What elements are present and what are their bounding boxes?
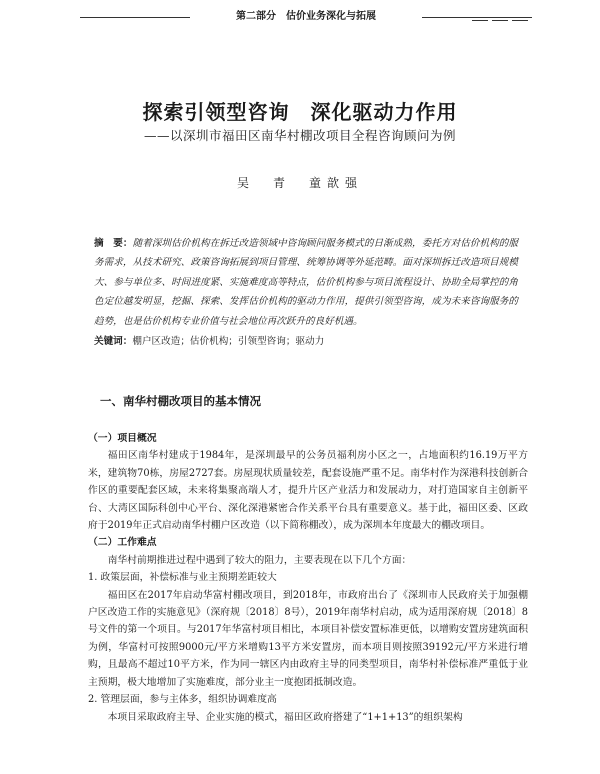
abstract-text: 随着深圳估价机构在拆迁改造领域中咨询顾问服务模式的日渐成熟，委托方对估价机构的服务需求，从技术研究、政策咨询拓展到项目管理、统筹协调等外延范畴。面对深圳拆迁改造项目规模大、参与单位多、时间进度紧、实施难度高等特点，估价机构参与项目流程设计、协助全局掌控的角色定位越发明显，挖掘、探索、发挥估价机构的驱动力作用，提供引领型咨询，成为未来咨询服务的趋势，也是估价机构专业价值与社会地位再次跃升的良好机遇。 [94, 238, 519, 327]
paragraph-management: 本项目采取政府主导、企业实施的模式，福田区政府搭建了“1+1+13”的组织架构 [107, 711, 463, 723]
keywords-text: 棚户区改造；估价机构；引领型咨询；驱动力 [132, 336, 325, 347]
subsection-heading-difficulties: （二）工作难点 [88, 537, 157, 549]
header-section-label: 第二部分 估价业务深化与拓展 [236, 11, 376, 22]
running-header [80, 6, 532, 28]
header-rule-right [422, 17, 532, 18]
keywords-label: 关键词： [94, 336, 133, 347]
paragraph-overview: 福田区南华村建成于1984年，是深圳最早的公务员福利房小区之一，占地面积约16.19万平方米，建筑物70栋，房屋2727套。房屋现状质量较差，配套设施严重不足。南华村作为深港科技创新合作区的重要配套区域，未来将集聚高端人才，提升片区产业活力和发展动力，对打造国家自主创新平台、大湾区国际科创中心平台、深化深港紧密合作关系平台具有重要意义。基于此，福田区委、区政府于2019年正式启动南华村棚户区改造（以下简称棚改），成为深圳本年度最大的棚改项目。 [88, 450, 528, 532]
list-item-policy: 1. 政策层面，补偿标准与业主预期差距较大 [88, 572, 277, 584]
paragraph-policy: 福田区在2017年启动华富村棚改项目，到2018年，市政府出台了《深圳市人民政府关于加强棚户区改造工作的实施意见》（深府规〔2018〕8号），2019年南华村启动，成为适用深府规〔2018〕8号文件的第一个项目。与2017年华富村项目相比，本项目补偿安置标准更低，以增购安置房建筑面积为例，华富村可按照9000元/平方米增购13平方米安置房，而本项目则按照39192元/平方米进行增购，且最高不超过10平方米，作为同一辖区内由政府主导的同类型项目，南华村补偿标准严重低于业主预期，极大地增加了实施难度，部分业主一度抱团抵制改造。 [88, 589, 528, 688]
abstract-label: 摘 要： [94, 238, 133, 249]
abstract [94, 234, 518, 331]
article-authors: 吴 青 童歆强 [236, 176, 363, 190]
article-subtitle: ——以深圳市福田区南华村棚改项目全程咨询顾问为例 [143, 128, 456, 143]
list-item-management: 2. 管理层面，参与主体多，组织协调难度高 [88, 694, 277, 706]
body-text [88, 430, 528, 726]
paragraph-difficulties-intro: 南华村前期推进过程中遇到了较大的阻力，主要表现在以下几个方面： [107, 554, 412, 566]
article-title: 探索引领型咨询 深化驱动力作用 [142, 100, 458, 124]
keywords [94, 334, 518, 350]
section-heading: 一、南华村棚改项目的基本情况 [100, 394, 261, 408]
subsection-heading-overview: （一）项目概况 [88, 433, 157, 444]
header-rule-left [80, 17, 190, 18]
